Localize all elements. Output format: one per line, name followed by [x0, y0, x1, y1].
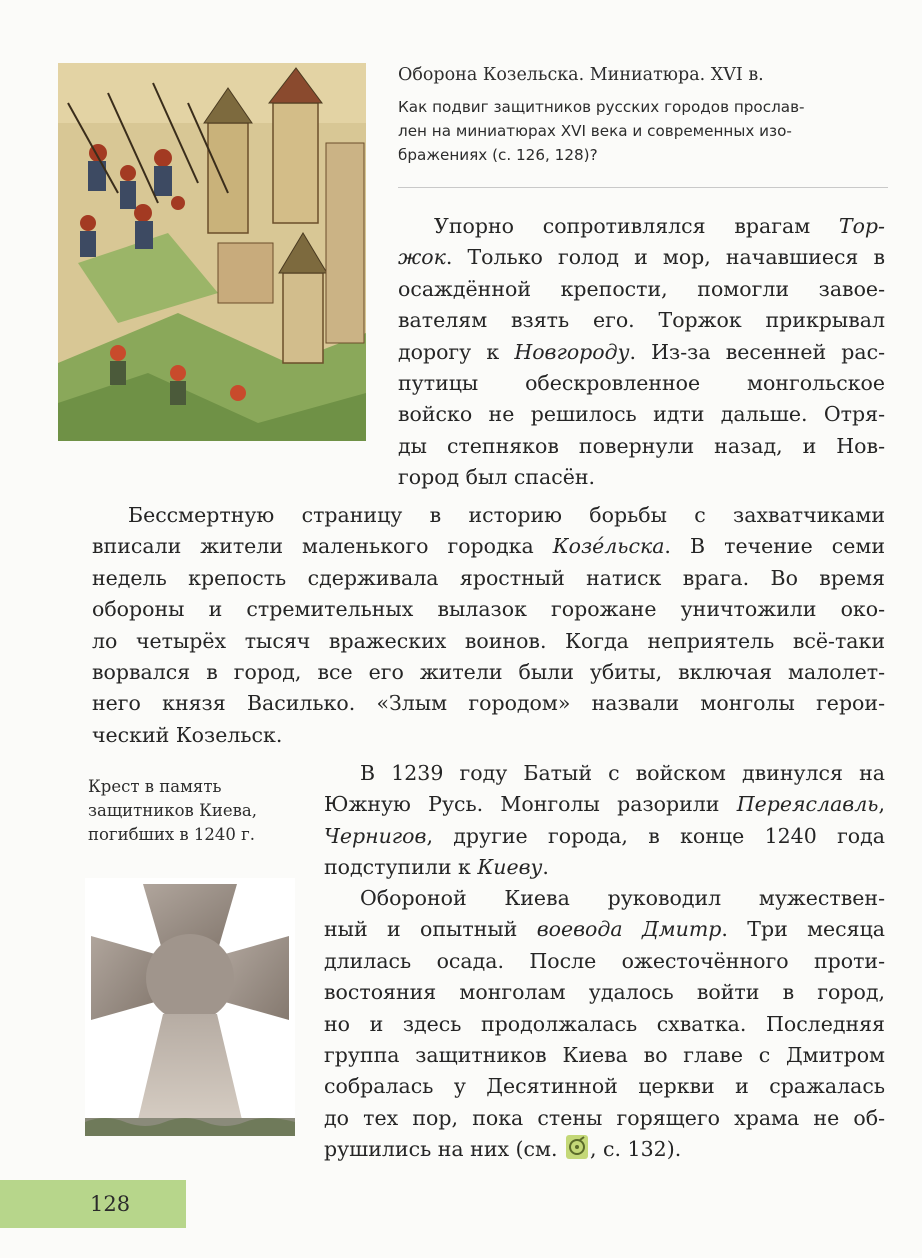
caption-line: Крест в память	[88, 777, 222, 796]
text-line: востояния монголам удалось войти в город,	[324, 980, 885, 1005]
text-line	[398, 211, 885, 242]
text: ,	[878, 792, 885, 817]
text-line	[324, 914, 885, 945]
memorial-cross-image	[85, 878, 295, 1136]
text-line	[92, 531, 885, 562]
text-line: собралась у Десятинной церкви и сражалась	[324, 1074, 885, 1099]
page-number: 128	[90, 1192, 131, 1216]
caption-line: погибших в 1240 г.	[88, 825, 256, 844]
text-line	[398, 337, 885, 368]
emphasis: Козéльска	[552, 534, 665, 559]
paragraph-kiev-defense	[324, 883, 885, 1166]
paragraph-kozelsk	[92, 500, 885, 751]
text-line	[324, 789, 885, 820]
text: Бессмертную страницу в историю борьбы с захватчиками	[128, 503, 885, 527]
text-line	[324, 821, 885, 852]
text-line	[324, 758, 885, 789]
text: . Только голод и мор, начавшиеся в	[445, 245, 885, 270]
text-line: ческий Козельск.	[92, 722, 283, 747]
text: .	[542, 855, 549, 880]
text-line: длилась осада. После ожесточённого проти-	[324, 948, 885, 973]
text-line: осаждённой крепости, помогли завое-	[398, 276, 885, 301]
text: В 1239 году Батый с войском двинулся на	[360, 761, 885, 785]
text-line: путицы обескровленное монгольское	[398, 371, 885, 396]
paragraph-batu-campaign	[324, 758, 885, 884]
emphasis: Тор-	[838, 214, 885, 238]
text: . В течение семи	[664, 534, 885, 559]
text-line: группа защитников Киева во главе с Дмитром	[324, 1043, 885, 1068]
text-line: вателям взять его. Торжок прикрывал	[398, 308, 885, 333]
text: Обороной Киева руководил мужествен-	[360, 886, 885, 910]
emphasis: жок	[398, 245, 446, 270]
text: ный и опытный	[324, 917, 537, 942]
paragraph-torzhok	[398, 211, 885, 494]
emphasis: Переяславль	[736, 792, 879, 817]
text: рушились на них (см.	[324, 1137, 565, 1162]
text: . Из-за весенней рас-	[629, 339, 886, 364]
text-line: него князя Василько. «Злым городом» назвали монголы герои-	[92, 691, 885, 716]
emphasis: Новгороду	[514, 339, 630, 364]
text-line: войско не решилось идти дальше. Отря-	[398, 402, 885, 427]
kozelsk-miniature-image	[58, 63, 366, 441]
text: , другие города, в конце 1240 года	[426, 823, 885, 848]
miniature-caption-question	[398, 95, 888, 167]
caption-line: защитников Киева,	[88, 801, 257, 820]
text-line: недель крепость сдерживала яростный натиск врага. Во время	[92, 565, 885, 590]
text-line	[324, 883, 885, 914]
disc-reference-icon[interactable]	[566, 1135, 588, 1159]
text-line	[324, 852, 885, 883]
emphasis: Чернигов	[324, 823, 427, 848]
caption-divider	[398, 187, 888, 188]
text-line: но и здесь продолжалась схватка. Последняя	[324, 1011, 885, 1036]
text-line: ворвался в город, все его жители были убиты, включая малолет-	[92, 660, 885, 685]
text: . Три месяца	[721, 917, 885, 942]
text-line: ды степняков повернули назад, и Нов-	[398, 433, 885, 458]
text-line: ло четырёх тысяч вражеских воинов. Когда неприятель всё-таки	[92, 628, 885, 653]
text-line: город был спасён.	[398, 465, 596, 490]
question-line: лен на миниатюрах XVI века и современных изо-	[398, 122, 792, 140]
text: , с. 132).	[590, 1137, 682, 1162]
text-line	[324, 1134, 885, 1165]
text-line: обороны и стремительных вылазок горожане уничтожили око-	[92, 597, 885, 622]
text: вписали жители маленького городка	[92, 534, 553, 559]
text-line: до тех пор, пока стены горящего храма не об-	[324, 1105, 885, 1130]
text-line	[92, 500, 885, 531]
text: Упорно сопротивлялся врагам	[434, 214, 839, 238]
emphasis: Киеву	[477, 855, 543, 880]
miniature-caption-title: Оборона Козельска. Миниатюра. XVI в.	[398, 65, 764, 85]
cross-caption	[88, 775, 298, 847]
text: дорогу к	[398, 339, 515, 364]
text-line	[398, 242, 885, 273]
question-line: Как подвиг защитников русских городов прослав-	[398, 98, 805, 116]
emphasis: воевода Дмитр	[536, 917, 722, 942]
question-line: бражениях (с. 126, 128)?	[398, 146, 598, 164]
text: Южную Русь. Монголы разорили	[324, 792, 737, 817]
text: подступили к	[324, 855, 478, 880]
